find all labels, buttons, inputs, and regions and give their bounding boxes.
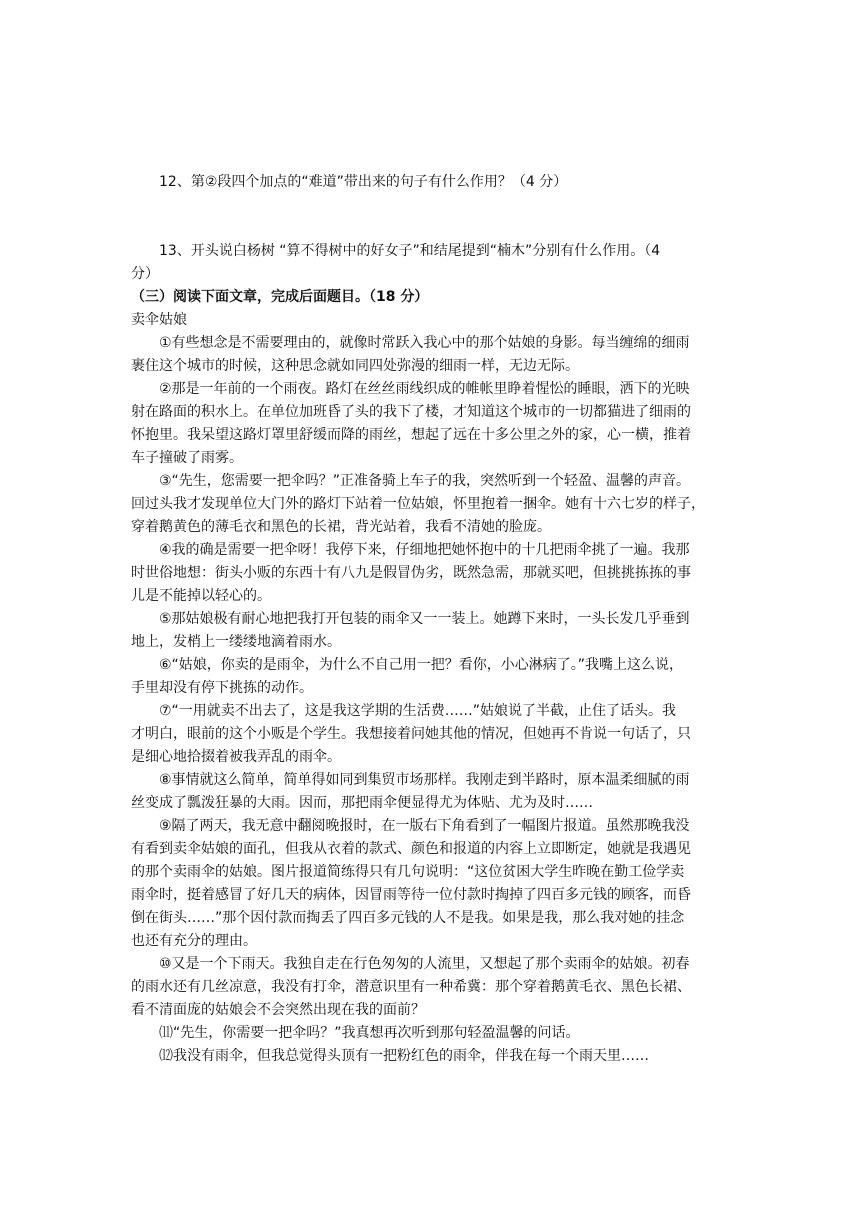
- paragraph-7-line: 才明白，眼前的这个小贩是个学生。我想接着问她其他的情况，但她再不肯说一句话了，只: [131, 726, 691, 742]
- paragraph-10-line: 的雨水还有几丝凉意，我没有打伞，潜意识里有一种希冀：那个穿着鹅黄毛衣、黑色长裙、: [131, 979, 691, 995]
- paragraph-11-line: ⑾“先生，你需要一把伞吗？”我真想再次听到那句轻盈温馨的问话。: [159, 1025, 580, 1041]
- paragraph-1-line: 裹住这个城市的时候，这种思念就如同四处弥漫的细雨一样，无边无际。: [131, 358, 579, 374]
- paragraph-7-line: ⑦“一用就卖不出去了，这是我这学期的生活费……”姑娘说了半截，止住了话头。我: [159, 703, 677, 719]
- question-13-line-1: 13、开头说白杨树 “算不得树中的好女子”和结尾提到“楠木”分别有什么作用。（4: [159, 243, 661, 259]
- question-12: 12、第②段四个加点的“难道”带出来的句子有什么作用？（4 分）: [159, 174, 568, 190]
- paragraph-8-line: ⑧事情就这么简单，简单得如同到集贸市场那样。我刚走到半路时，原本温柔细腻的雨: [159, 772, 690, 788]
- paragraph-3-line: ③“先生，您需要一把伞吗？”正准备骑上车子的我，突然听到一个轻盈、温馨的声音。: [159, 473, 691, 489]
- paragraph-9-line: ⑨隔了两天，我无意中翻阅晚报时，在一版右下角看到了一幅图片报道。虽然那晚我没: [159, 818, 690, 834]
- paragraph-6-line: 手里却没有停下挑拣的动作。: [131, 680, 313, 696]
- paragraph-2-line: 射在路面的积水上。在单位加班昏了头的我下了楼，才知道这个城市的一切都猫进了细雨的: [131, 404, 691, 420]
- paragraph-8-line: 丝变成了瓢泼狂暴的大雨。因而，那把雨伞便显得尤为体贴、尤为及时……: [131, 795, 593, 811]
- paragraph-2-line: 车子撞破了雨雾。: [131, 450, 243, 466]
- paragraph-9-line: 的那个卖雨伞的姑娘。图片报道简练得只有几句说明：“这位贫困大学生昨晚在勤工俭学卖: [131, 864, 685, 880]
- paragraph-9-line: 倒在街头……”那个因付款而掏丢了四百多元钱的人不是我。如果是我，那么我对她的挂念: [131, 910, 685, 926]
- paragraph-4-line: 儿是不能掉以轻心的。: [131, 588, 271, 604]
- section-3-header: （三）阅读下面文章，完成后面题目。（18 分）: [131, 289, 429, 305]
- paragraph-7-line: 是细心地拾掇着被我弄乱的雨伞。: [131, 749, 341, 765]
- paragraph-9-line: 有看到卖伞姑娘的面孔，但我从衣着的款式、颜色和报道的内容上立即断定，她就是我遇见: [131, 841, 691, 857]
- question-13-line-2: 分）: [131, 266, 159, 282]
- paragraph-5-line: 地上，发梢上一缕缕地滴着雨水。: [131, 634, 341, 650]
- passage-title: 卖伞姑娘: [131, 312, 187, 328]
- paragraph-10-line: 看不清面庞的姑娘会不会突然出现在我的面前？: [131, 1002, 425, 1018]
- paragraph-6-line: ⑥“姑娘，你卖的是雨伞，为什么不自己用一把？看你，小心淋病了。”我嘴上这么说，: [159, 657, 684, 673]
- paragraph-3-line: 穿着鹅黄色的薄毛衣和黑色的长裙，背光站着，我看不清她的脸庞。: [131, 519, 551, 535]
- paragraph-9-line: 雨伞时，挺着感冒了好几天的病体，因冒雨等待一位付款时掏掉了四百多元钱的顾客，而昏: [131, 887, 691, 903]
- paragraph-1-line: ①有些想念是不需要理由的，就像时常跃入我心中的那个姑娘的身影。每当缠绵的细雨: [159, 335, 690, 351]
- paragraph-2-line: 怀抱里。我呆望这路灯罩里舒缓而降的雨丝，想起了远在十多公里之外的家，心一横，推着: [131, 427, 691, 443]
- paragraph-12-line: ⑿我没有雨伞，但我总觉得头顶有一把粉红色的雨伞，伴我在每一个雨天里……: [159, 1048, 649, 1064]
- paragraph-4-line: 时世俗地想：街头小贩的东西十有八九是假冒伪劣，既然急需，那就买吧，但挑挑拣拣的事: [131, 565, 691, 581]
- paragraph-5-line: ⑤那姑娘极有耐心地把我打开包装的雨伞又一一装上。她蹲下来时，一头长发几乎垂到: [159, 611, 690, 627]
- paragraph-2-line: ②那是一年前的一个雨夜。路灯在丝丝雨线织成的帷帐里睁着惺忪的睡眼，洒下的光映: [159, 381, 690, 397]
- passage-body: [131, 332, 711, 1068]
- paragraph-9-line: 也还有充分的理由。: [131, 933, 257, 949]
- paragraph-10-line: ⑩又是一个下雨天。我独自走在行色匆匆的人流里，又想起了那个卖雨伞的姑娘。初春: [159, 956, 690, 972]
- paragraph-3-line: 回过头我才发现单位大门外的路灯下站着一位姑娘，怀里抱着一捆伞。她有十六七岁的样子，: [131, 496, 705, 512]
- paragraph-4-line: ④我的确是需要一把伞呀！我停下来，仔细地把她怀抱中的十几把雨伞挑了一遍。我那: [159, 542, 690, 558]
